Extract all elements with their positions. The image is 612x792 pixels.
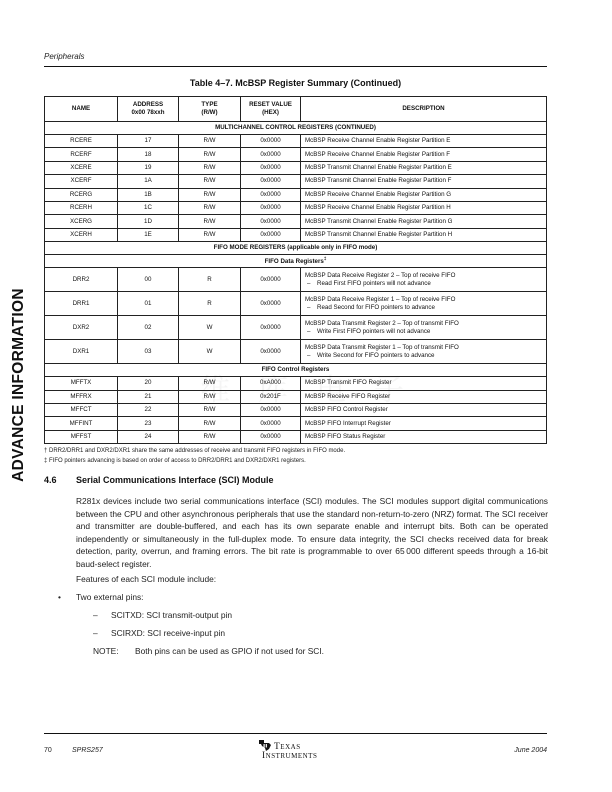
- bullet-item: [58, 592, 144, 602]
- side-banner-text: ADVANCE INFORMATION: [10, 288, 27, 482]
- cell-address: 23: [118, 417, 179, 430]
- table-row: [45, 175, 547, 188]
- cell-description: [301, 430, 547, 443]
- section-number: 4.6: [44, 475, 57, 485]
- cell-reset: 0x201F: [241, 390, 301, 403]
- bullet-icon: •: [58, 592, 61, 602]
- cell-name: RCERF: [45, 148, 118, 161]
- table-caption: Table 4–7. McBSP Register Summary (Continued): [189, 78, 402, 88]
- side-banner: [2, 270, 36, 500]
- cell-type: R/W: [179, 201, 241, 214]
- cell-reset: 0x0000: [241, 268, 301, 292]
- description-text: McBSP Receive Channel Enable Register Partition H: [305, 204, 451, 212]
- cell-address: 1D: [118, 215, 179, 228]
- footnote-mark: ‡: [323, 256, 327, 262]
- cell-address: 1E: [118, 228, 179, 241]
- table-row: [45, 403, 547, 416]
- col-header-address: ADDRESS 0x00 78xxh: [118, 97, 179, 122]
- footnote-double-dagger: ‡ FIFO pointers advancing is based on order of access to DRR2/DRR1 and DXR2/DXR1 registers.: [44, 458, 306, 464]
- table-row: [45, 292, 547, 316]
- cell-address: 00: [118, 268, 179, 292]
- cell-description: [301, 377, 547, 390]
- dash-icon: –: [93, 628, 98, 638]
- description-text: McBSP Receive Channel Enable Register Partition F: [305, 150, 451, 158]
- table-row: [45, 430, 547, 443]
- features-intro: Features of each SCI module include:: [76, 574, 217, 584]
- section-label: FIFO Data Registers‡: [45, 255, 547, 268]
- footer-rule: [44, 733, 547, 734]
- cell-description: [301, 228, 547, 241]
- table-row: [45, 390, 547, 403]
- table-row: [45, 161, 547, 174]
- cell-description: [301, 390, 547, 403]
- description-text: McBSP Data Receive Register 1 – Top of receive FIFO: [305, 295, 456, 303]
- description-text: McBSP FIFO Interrupt Register: [305, 419, 391, 427]
- cell-name: MFFINT: [45, 417, 118, 430]
- table-row: [45, 340, 547, 364]
- cell-address: 17: [118, 135, 179, 148]
- cell-type: R/W: [179, 417, 241, 430]
- dash-icon: –: [307, 303, 311, 311]
- cell-description: [301, 403, 547, 416]
- cell-address: 02: [118, 316, 179, 340]
- cell-description: [301, 417, 547, 430]
- cell-address: 1C: [118, 201, 179, 214]
- header-rule: [44, 66, 547, 67]
- table-row: [45, 148, 547, 161]
- cell-description: [301, 188, 547, 201]
- cell-reset: 0x0000: [241, 417, 301, 430]
- section-row-fifo-data: [45, 255, 547, 268]
- description-text: McBSP Transmit Channel Enable Register Partition H: [305, 231, 453, 239]
- note-label: NOTE:: [93, 646, 119, 656]
- description-text: McBSP Transmit Channel Enable Register Partition F: [305, 177, 452, 185]
- cell-type: R/W: [179, 377, 241, 390]
- cell-name: XCERE: [45, 161, 118, 174]
- table-row: [45, 377, 547, 390]
- cell-type: R/W: [179, 148, 241, 161]
- publication-date: June 2004: [514, 747, 547, 754]
- description-text: McBSP Data Transmit Register 2 – Top of transmit FIFO: [305, 319, 459, 327]
- cell-address: 22: [118, 403, 179, 416]
- cell-name: RCERH: [45, 201, 118, 214]
- dash-icon: –: [307, 327, 311, 335]
- description-subnote: – Write Second for FIFO pointers to advance: [307, 351, 435, 359]
- cell-type: R/W: [179, 135, 241, 148]
- cell-type: W: [179, 316, 241, 340]
- brand-line2: Instruments: [262, 751, 318, 761]
- footnote-dagger: † DRR2/DRR1 and DXR2/DXR1 share the same addresses of receive and transmit FIFO registers in FIFO mode.: [44, 448, 346, 454]
- description-text: McBSP Receive FIFO Register: [305, 392, 391, 400]
- table-row: [45, 316, 547, 340]
- cell-reset: 0x0000: [241, 292, 301, 316]
- cell-description: [301, 175, 547, 188]
- cell-address: 20: [118, 377, 179, 390]
- section-title: Serial Communications Interface (SCI) Module: [76, 475, 274, 485]
- cell-type: R/W: [179, 390, 241, 403]
- description-subnote: – Read Second for FIFO pointers to advance: [307, 303, 435, 311]
- table-row: [45, 215, 547, 228]
- section-row-fifo-control: [45, 364, 547, 377]
- section-paragraph: R281x devices include two serial communications interface (SCI) modules. The SCI modules support digital communications between the CPU and other asynchronous peripherals that use the standard non-return-to-zero (NRZ) format. The SCI receiver and transmitter are double-buffered, and each has its own separate enable and interrupt bits. Both can be operated independently or simultaneously in the full-duplex mode. To ensure data integrity, the SCI checks received data for break detection, parity, overrun, and framing errors. The bit rate is programmable to over 65 000 different speeds through a 16-bit baud-select register.: [76, 496, 548, 569]
- cell-address: 18: [118, 148, 179, 161]
- cell-address: 19: [118, 161, 179, 174]
- cell-type: R/W: [179, 215, 241, 228]
- register-table: [44, 96, 547, 444]
- cell-type: R: [179, 292, 241, 316]
- cell-address: 1B: [118, 188, 179, 201]
- description-text: McBSP Data Receive Register 2 – Top of receive FIFO: [305, 271, 456, 279]
- dash-icon: –: [93, 610, 98, 620]
- cell-name: XCERG: [45, 215, 118, 228]
- cell-reset: 0x0000: [241, 340, 301, 364]
- col-header-description: DESCRIPTION: [301, 97, 547, 122]
- cell-description: [301, 201, 547, 214]
- table-row: [45, 135, 547, 148]
- description-text: McBSP Transmit Channel Enable Register Partition E: [305, 164, 452, 172]
- cell-description: [301, 340, 547, 364]
- note: [93, 646, 324, 656]
- cell-type: W: [179, 340, 241, 364]
- description-subnote: – Write First FIFO pointers will not advance: [307, 327, 431, 335]
- document-id: SPRS257: [72, 747, 103, 754]
- cell-name: DXR1: [45, 340, 118, 364]
- brand-line1: Texas: [274, 742, 301, 752]
- cell-address: 21: [118, 390, 179, 403]
- cell-reset: 0x0000: [241, 161, 301, 174]
- cell-reset: 0x0000: [241, 201, 301, 214]
- cell-name: RCERG: [45, 188, 118, 201]
- cell-description: [301, 148, 547, 161]
- dash-icon: –: [307, 279, 311, 287]
- cell-description: [301, 268, 547, 292]
- cell-reset: 0x0000: [241, 228, 301, 241]
- cell-description: [301, 215, 547, 228]
- cell-reset: 0x0000: [241, 430, 301, 443]
- cell-name: XCERF: [45, 175, 118, 188]
- description-text: McBSP Receive Channel Enable Register Partition G: [305, 190, 452, 198]
- cell-name: XCERH: [45, 228, 118, 241]
- sub-item-text: SCITXD: SCI transmit-output pin: [111, 610, 233, 620]
- section-row-multichannel: [45, 122, 547, 135]
- table-row: [45, 417, 547, 430]
- section-row-fifo-mode: [45, 242, 547, 255]
- cell-description: [301, 292, 547, 316]
- cell-reset: 0x0000: [241, 148, 301, 161]
- col-header-reset: RESET VALUE (HEX): [241, 97, 301, 122]
- sub-item-text: SCIRXD: SCI receive-input pin: [111, 628, 226, 638]
- cell-address: 1A: [118, 175, 179, 188]
- col-header-name: NAME: [45, 97, 118, 122]
- cell-type: R/W: [179, 430, 241, 443]
- cell-address: 01: [118, 292, 179, 316]
- cell-reset: 0x0000: [241, 403, 301, 416]
- cell-reset: 0x0000: [241, 316, 301, 340]
- description-text: McBSP Transmit Channel Enable Register Partition G: [305, 217, 453, 225]
- table-row: [45, 188, 547, 201]
- cell-type: R: [179, 268, 241, 292]
- cell-name: DRR2: [45, 268, 118, 292]
- cell-name: DRR1: [45, 292, 118, 316]
- cell-reset: 0xA000: [241, 377, 301, 390]
- description-text: McBSP Transmit FIFO Register: [305, 379, 392, 387]
- section-heading: [44, 475, 274, 485]
- cell-description: [301, 161, 547, 174]
- sub-item: [93, 610, 232, 620]
- page-number: 70: [44, 747, 52, 754]
- description-text: McBSP FIFO Control Register: [305, 406, 388, 414]
- cell-address: 24: [118, 430, 179, 443]
- cell-reset: 0x0000: [241, 188, 301, 201]
- cell-type: R/W: [179, 403, 241, 416]
- note-text: Both pins can be used as GPIO if not used for SCI.: [135, 646, 325, 656]
- bullet-text: Two external pins:: [76, 592, 144, 602]
- cell-type: R/W: [179, 228, 241, 241]
- ti-logo: [258, 738, 358, 762]
- table-row: [45, 228, 547, 241]
- description-text: McBSP Data Transmit Register 1 – Top of transmit FIFO: [305, 343, 459, 351]
- table-row: [45, 201, 547, 214]
- cell-name: MFFST: [45, 430, 118, 443]
- running-header: Peripherals: [44, 52, 85, 61]
- table-header-row: [45, 97, 547, 122]
- dash-icon: –: [307, 351, 311, 359]
- col-header-type: TYPE (R/W): [179, 97, 241, 122]
- cell-type: R/W: [179, 188, 241, 201]
- table-row: [45, 268, 547, 292]
- cell-address: 03: [118, 340, 179, 364]
- cell-name: DXR2: [45, 316, 118, 340]
- cell-name: MFFTX: [45, 377, 118, 390]
- cell-name: RCERE: [45, 135, 118, 148]
- section-label: FIFO Control Registers: [45, 364, 547, 377]
- cell-type: R/W: [179, 161, 241, 174]
- description-subnote: – Read First FIFO pointers will not advance: [307, 279, 431, 287]
- cell-reset: 0x0000: [241, 175, 301, 188]
- section-label: FIFO MODE REGISTERS (applicable only in FIFO mode): [45, 242, 547, 255]
- cell-reset: 0x0000: [241, 215, 301, 228]
- cell-description: [301, 316, 547, 340]
- cell-description: [301, 135, 547, 148]
- cell-name: MFFRX: [45, 390, 118, 403]
- cell-name: MFFCT: [45, 403, 118, 416]
- description-text: McBSP Receive Channel Enable Register Partition E: [305, 137, 451, 145]
- cell-reset: 0x0000: [241, 135, 301, 148]
- sub-item: [93, 628, 225, 638]
- description-text: McBSP FIFO Status Register: [305, 433, 386, 440]
- section-label: MULTICHANNEL CONTROL REGISTERS (CONTINUED): [45, 122, 547, 135]
- cell-type: R/W: [179, 175, 241, 188]
